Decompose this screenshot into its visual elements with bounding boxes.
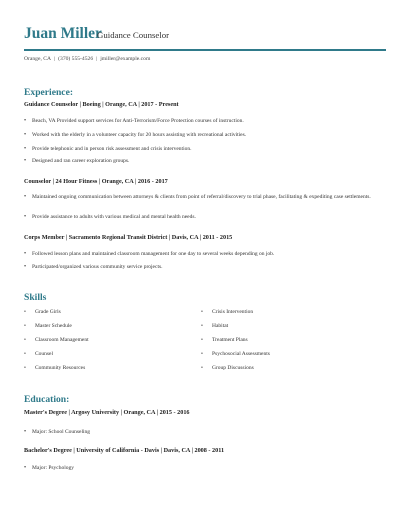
bullet-icon: • [24, 365, 26, 371]
skill-item: • Grade Girls [24, 309, 61, 315]
contact-separator: | [96, 56, 98, 62]
skills-heading: Skills [24, 292, 47, 303]
list-item: • Maintained ongoing communication between attorneys & clients from point of referral/discovery to trial phase, facilitating & expediting case settlements. [24, 194, 371, 200]
bullet-icon: • [24, 194, 27, 200]
degree-heading: Bachelor's Degree | University of California - Davis | Davis, CA | 2008 - 2011 [24, 447, 225, 454]
skill-item: • Counsel [24, 351, 54, 357]
candidate-name: Juan Miller [24, 25, 102, 42]
list-item: • Designed and ran career exploration groups. [24, 158, 130, 164]
list-item: • Beach, VA Provided support services for Anti-Terrorism/Force Protection courses of instruction. [24, 118, 244, 124]
bullet-icon: • [24, 132, 27, 138]
skill-item: • Classroom Management [24, 337, 89, 343]
contact-phone: (370) 555-4526 [58, 56, 94, 62]
list-item: • Major: School Counseling [24, 429, 91, 435]
candidate-title: Guidance Counselor [97, 30, 170, 40]
bullet-icon: • [201, 323, 203, 329]
skill-item: • Psychosocial Assessments [201, 351, 270, 357]
skill-item: • Group Discussions [201, 365, 254, 371]
skill-item: • Treatment Plans [201, 337, 248, 343]
bullet-icon: • [24, 146, 27, 152]
bullet-icon: • [24, 251, 27, 257]
bullet-icon: • [201, 309, 203, 315]
job-heading: Counselor | 24 Hour Fitness | Orange, CA | 2016 - 2017 [24, 178, 168, 185]
list-item: • Provide telephonic and in person risk assessment and crisis intervention. [24, 146, 192, 152]
bullet-icon: • [24, 337, 26, 343]
bullet-icon: • [24, 158, 27, 164]
job-heading: Guidance Counselor | Boeing | Orange, CA | 2017 - Present [24, 101, 179, 108]
bullet-icon: • [24, 351, 26, 357]
experience-heading: Experience: [24, 87, 74, 98]
list-item: • Followed lesson plans and maintained classroom management for one day to several weeks depending on job. [24, 251, 275, 257]
skill-item: • Crisis Intervention [201, 309, 254, 315]
contact-line [24, 56, 150, 62]
contact-separator: | [54, 56, 56, 62]
contact-location: Orange, CA [24, 56, 52, 62]
contact-email[interactable]: jmiller@example.com [100, 56, 151, 62]
bullet-icon: • [24, 429, 27, 435]
bullet-icon: • [201, 337, 203, 343]
job-heading: Corps Member | Sacramento Regional Transit District | Davis, CA | 2011 - 2015 [24, 234, 233, 241]
skill-item: • Master Schedule [24, 323, 72, 329]
education-heading: Education: [24, 394, 70, 405]
degree-heading: Master's Degree | Argosy University | Orange, CA | 2015 - 2016 [24, 409, 190, 416]
bullet-icon: • [24, 323, 26, 329]
bullet-icon: • [24, 214, 27, 220]
list-item: • Participated/organized various community service projects. [24, 264, 163, 270]
bullet-icon: • [24, 264, 27, 270]
bullet-icon: • [24, 465, 27, 471]
bullet-icon: • [24, 309, 26, 315]
list-item: • Major: Psychology [24, 465, 75, 471]
skill-item: • Habitat [201, 323, 229, 329]
header-divider [24, 49, 386, 51]
bullet-icon: • [201, 351, 203, 357]
list-item: • Provide assistance to adults with various medical and mental health needs. [24, 214, 196, 220]
bullet-icon: • [24, 118, 27, 124]
list-item: • Worked with the elderly in a volunteer capacity for 20 hours assisting with recreational activities. [24, 132, 247, 138]
skill-item: • Community Resources [24, 365, 86, 371]
bullet-icon: • [201, 365, 203, 371]
